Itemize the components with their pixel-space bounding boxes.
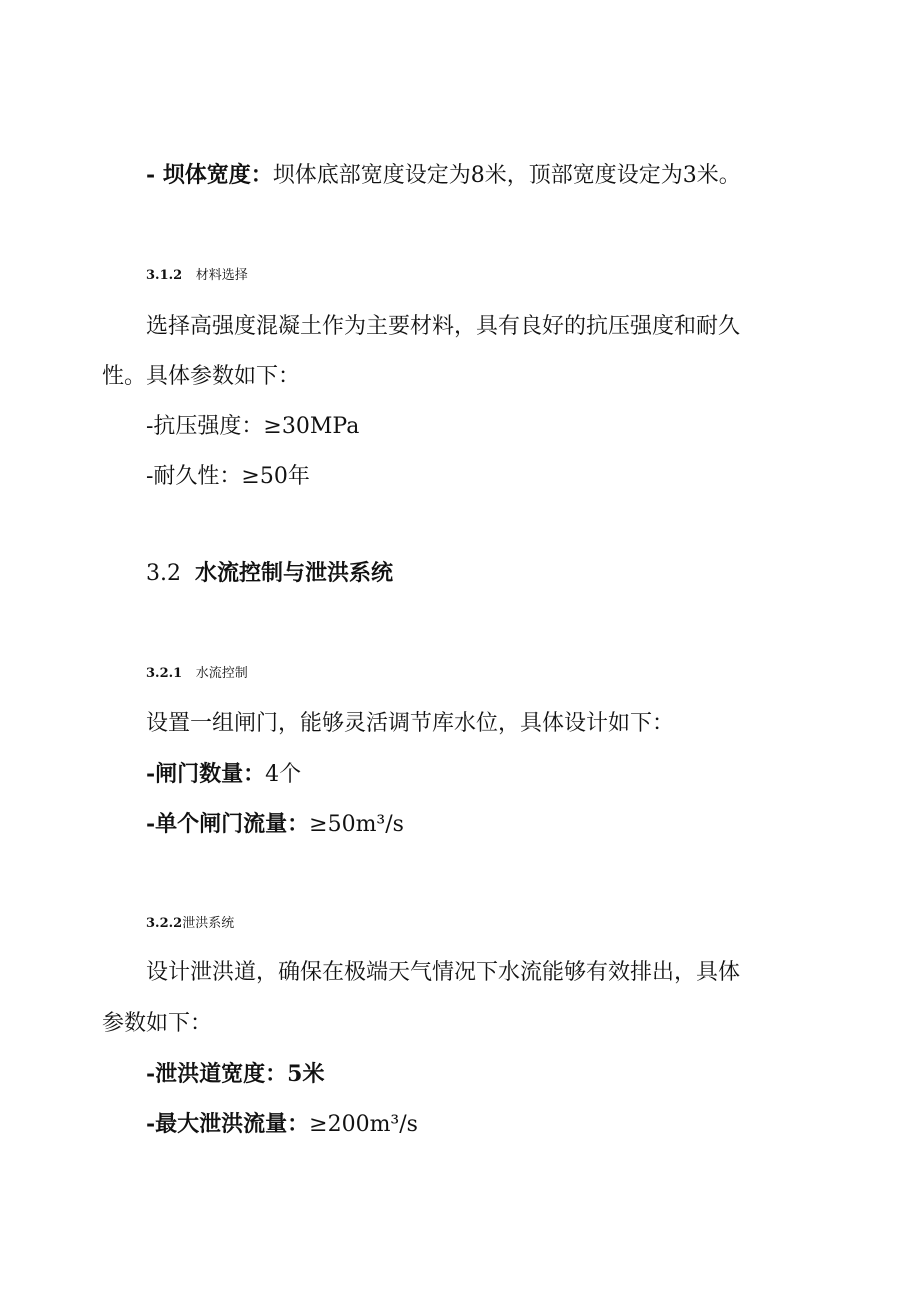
paragraph-line: 选择高强度混凝土作为主要材料，具有良好的抗压强度和耐久 <box>146 314 741 339</box>
heading-3-2-1 <box>146 667 248 680</box>
item-value: ≥200m³/s <box>309 1112 418 1137</box>
heading-title: 水流控制与泄洪系统 <box>195 561 394 586</box>
dam-width-line <box>146 164 741 187</box>
paragraph-line: 设置一组闸门，能够灵活调节库水位，具体设计如下： <box>146 711 675 736</box>
paragraph-line: 参数如下： <box>102 1011 213 1036</box>
heading-title: 材料选择 <box>195 268 248 283</box>
heading-number: 3.2 <box>146 561 181 586</box>
heading-3-2 <box>146 563 393 585</box>
list-item-gate-count <box>146 763 301 786</box>
heading-3-2-2 <box>146 917 234 930</box>
list-item-durability: -耐久性：≥50年 <box>146 464 310 489</box>
heading-number: 3.2.2 <box>146 916 183 931</box>
item-label: -泄洪道宽度： <box>146 1061 288 1087</box>
list-item-compressive-strength: -抗压强度：≥30MPa <box>146 414 360 439</box>
item-label: -闸门数量： <box>146 761 266 787</box>
heading-3-1-2 <box>146 269 248 282</box>
paragraph-line: 设计泄洪道，确保在极端天气情况下水流能够有效排出，具体 <box>146 960 741 985</box>
dam-width-text: 坝体底部宽度设定为8米，顶部宽度设定为3米。 <box>272 163 741 188</box>
list-item-gate-flow <box>146 813 404 836</box>
dam-width-label: - 坝体宽度： <box>146 162 273 188</box>
heading-title: 泄洪系统 <box>182 916 235 931</box>
heading-number: 3.2.1 <box>146 666 183 681</box>
item-value: 5米 <box>287 1061 325 1087</box>
list-item-spillway-width <box>146 1063 324 1086</box>
item-value: ≥50m³/s <box>309 812 404 837</box>
item-label: -最大泄洪流量： <box>146 1111 310 1137</box>
heading-number: 3.1.2 <box>146 268 183 283</box>
heading-title: 水流控制 <box>195 666 248 681</box>
item-label: -单个闸门流量： <box>146 811 310 837</box>
list-item-max-discharge <box>146 1113 418 1136</box>
paragraph-line: 性。具体参数如下： <box>102 364 301 389</box>
item-value: 4个 <box>265 762 302 787</box>
